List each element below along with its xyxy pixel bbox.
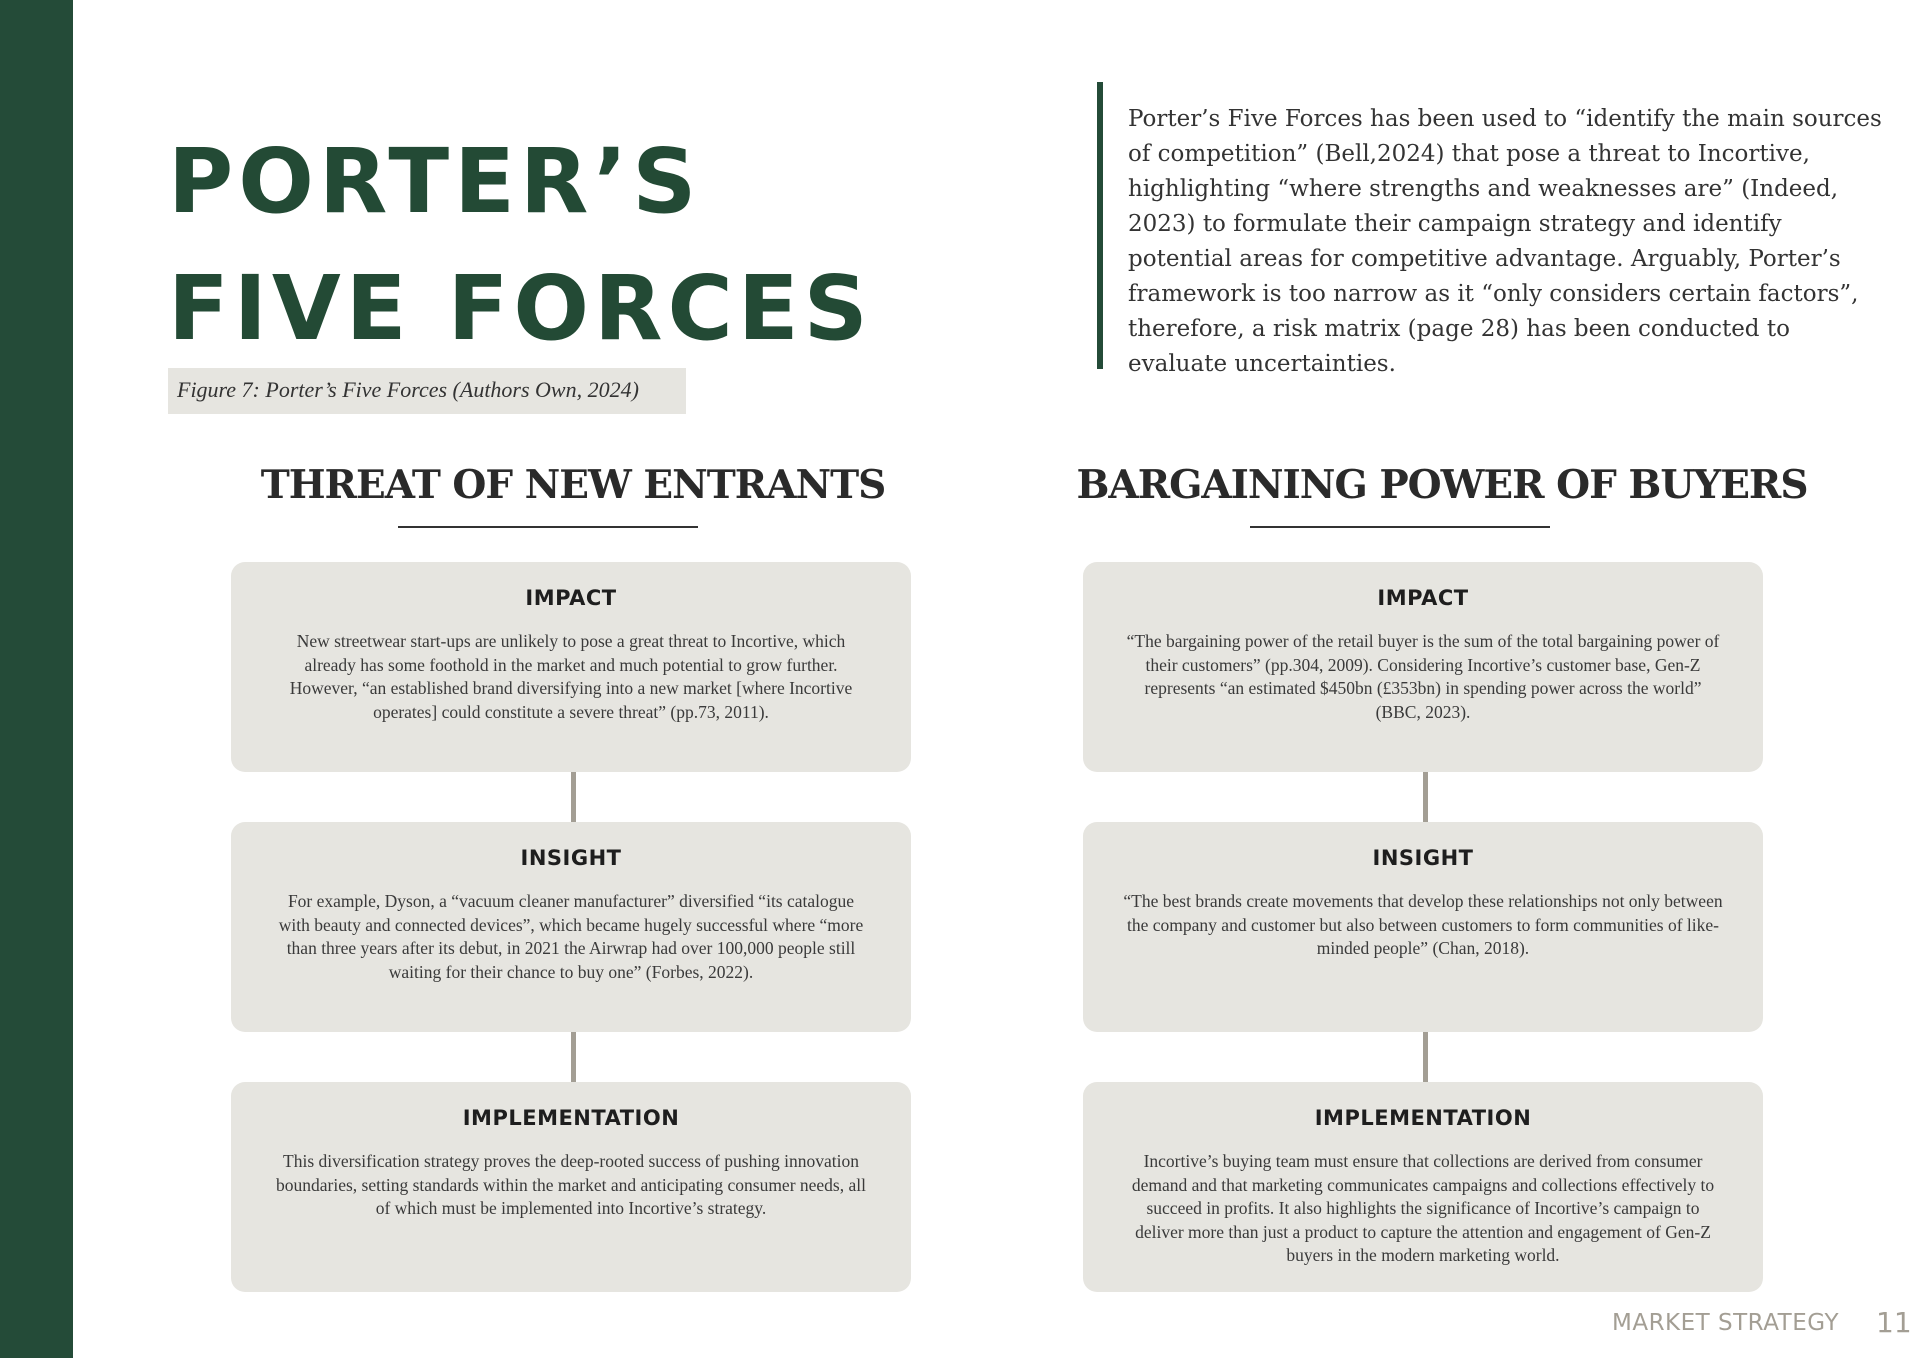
- connector-line: [571, 772, 576, 822]
- connector-line: [1423, 772, 1428, 822]
- card-label: IMPLEMENTATION: [462, 1106, 680, 1130]
- card-text: “The best brands create movements that develop these relationships not only between the company and customer but also between customers to form communities of like-minded people” (Chan, 2018).: [1123, 891, 1723, 958]
- card-text: New streetwear start-ups are unlikely to pose a great threat to Incortive, which already has some foothold in the market and much potential to grow further. However, “an established brand diversifying into a new market [where Incortive operates] could constitute a severe threat” (pp.73, 2011).: [289, 631, 853, 722]
- card-label: IMPACT: [1377, 586, 1469, 610]
- intro-paragraph: Porter’s Five Forces has been used to “identify the main sources of competition” (Bell,2024) that pose a threat to Incortive, highlighting “where strengths and weaknesses are” (Indeed, 2023) to formulate their campaign strategy and identify potential areas for competitive advantage. Arguably, Porter’s framework is too narrow as it “only considers certain factors”, therefore, a risk matrix (page 28) has been conducted to evaluate uncertainties.: [1128, 106, 1882, 377]
- intro-accent-rule: [1097, 82, 1103, 369]
- heading-underline: [398, 526, 698, 528]
- card-impact: [1083, 562, 1763, 772]
- page-number: 11: [1876, 1306, 1912, 1339]
- left-accent-band: [0, 0, 73, 1358]
- card-text: Incortive’s buying team must ensure that collections are derived from consumer demand and that marketing communicates campaigns and collections effectively to succeed in profits. It also highlights the significance of Incortive’s campaign to deliver more than just a product to capture the attention and engagement of Gen-Z buyers in the modern marketing world.: [1131, 1151, 1715, 1265]
- card-label: INSIGHT: [1372, 846, 1474, 870]
- connector-line: [571, 1032, 576, 1082]
- footer-section-label: MARKET STRATEGY: [1612, 1310, 1839, 1336]
- heading-bargaining-power-of-buyers: BARGAINING POWER OF BUYERS: [1076, 462, 1808, 508]
- connector-line: [1423, 1032, 1428, 1082]
- card-label: IMPACT: [525, 586, 617, 610]
- figure-caption: Figure 7: Porter’s Five Forces (Authors Own, 2024): [168, 368, 686, 414]
- heading-threat-of-new-entrants: THREAT OF NEW ENTRANTS: [260, 462, 886, 508]
- card-insight: [231, 822, 911, 1032]
- card-label: IMPLEMENTATION: [1314, 1106, 1532, 1130]
- card-text: “The bargaining power of the retail buyer is the sum of the total bargaining power of their customers” (pp.304, 2009). Considering Incortive’s customer base, Gen-Z represents “an estimated $450bn (£353bn) in spending power across the world” (BBC, 2023).: [1126, 631, 1720, 722]
- card-implementation: [231, 1082, 911, 1292]
- card-text: This diversification strategy proves the deep-rooted success of pushing innovation boundaries, setting standards within the market and anticipating consumer needs, all of which must be implemented into Incortive’s strategy.: [276, 1151, 866, 1218]
- card-label: INSIGHT: [520, 846, 622, 870]
- card-text: For example, Dyson, a “vacuum cleaner manufacturer” diversified “its catalogue with beauty and connected devices”, which became hugely successful where “more than three years after its debut, in 2021 the Airwrap had over 100,000 people still waiting for their chance to buy one” (Forbes, 2022).: [278, 891, 864, 982]
- card-impact: [231, 562, 911, 772]
- card-insight: [1083, 822, 1763, 1032]
- card-implementation: [1083, 1082, 1763, 1292]
- heading-underline: [1250, 526, 1550, 528]
- page-title: PORTER’S FIVE FORCES: [168, 129, 873, 360]
